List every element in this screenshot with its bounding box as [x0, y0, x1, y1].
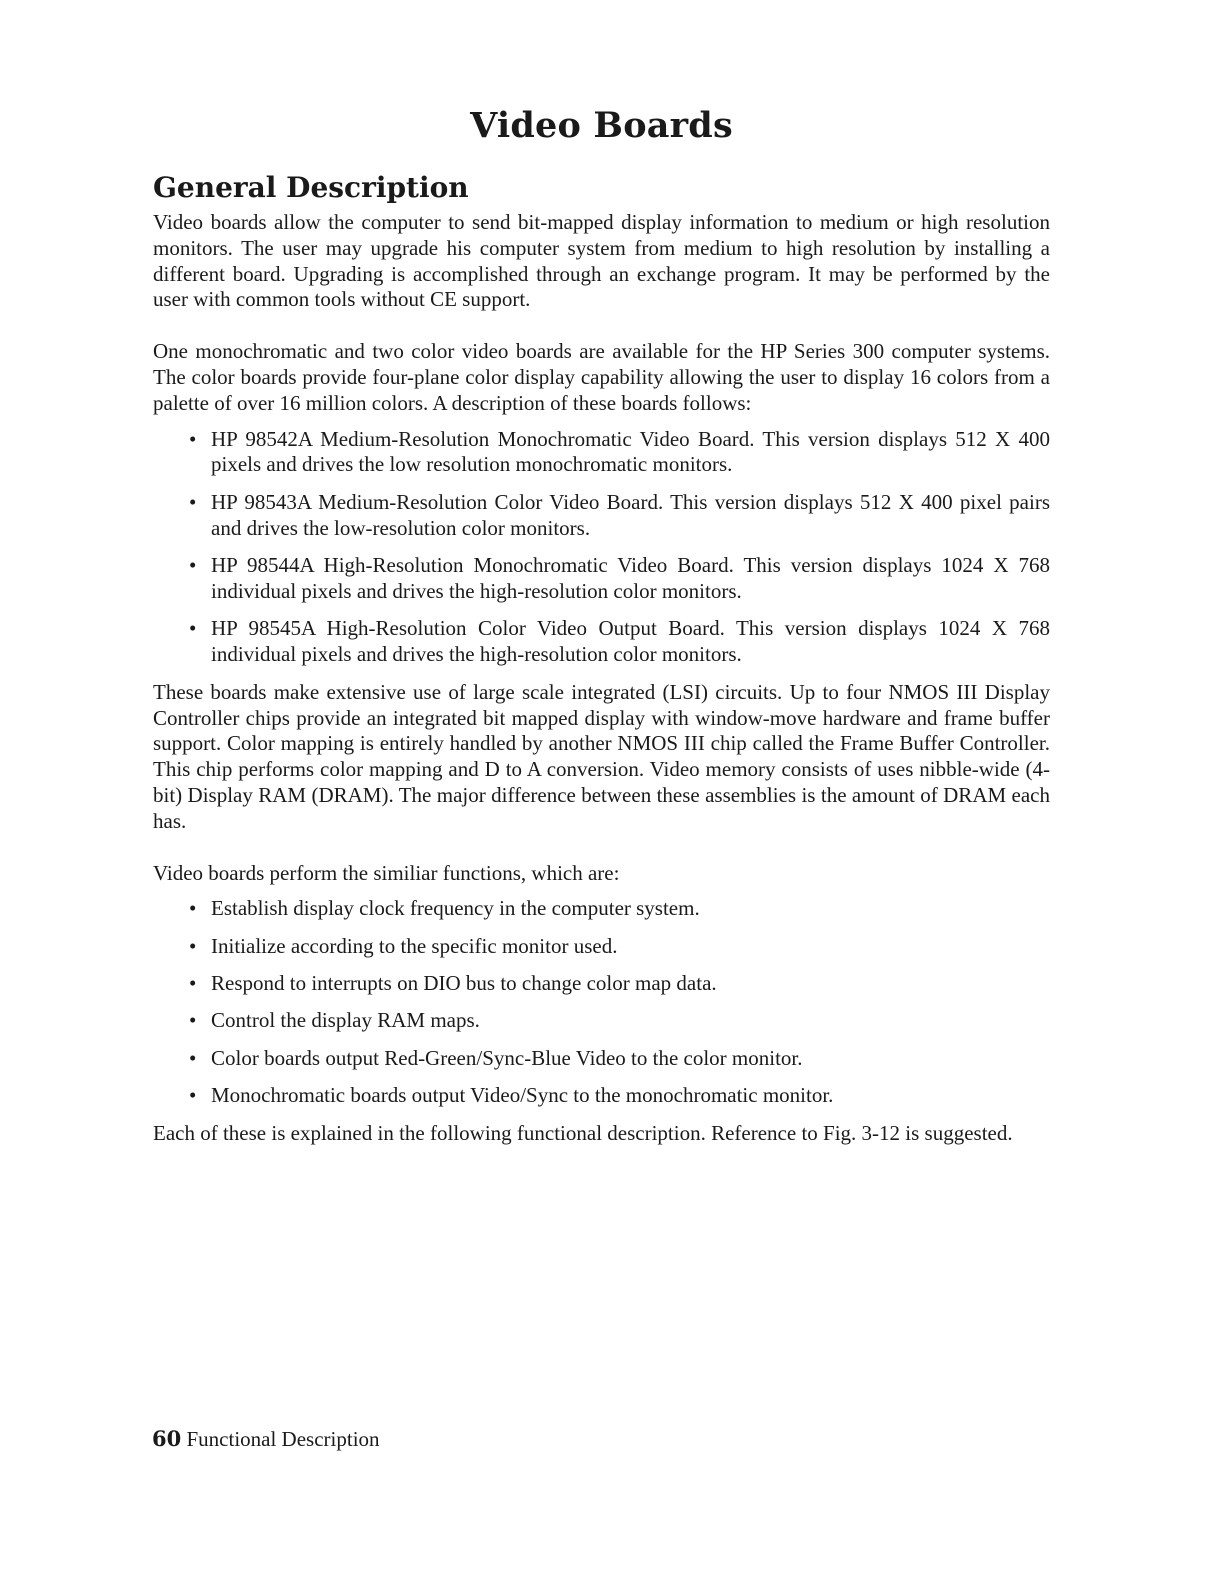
list-item-text: HP 98544A High-Resolution Monochromatic Video Board. This version displays 1024 X 768 individual pixels and drives the high-resolution color monitors. [211, 552, 1050, 603]
bullet-icon: • [189, 616, 197, 641]
page-footer [152, 1425, 380, 1453]
list-item [153, 1046, 1050, 1072]
list-item [153, 971, 1050, 997]
footer-section-label: Functional Description [186, 1427, 380, 1451]
paragraph-intro: Video boards allow the computer to send bit-mapped display information to medium or high resolution monitors. The user may upgrade his computer system from medium to high resolution by installing a different board. Upgrading is accomplished through an exchange program. It may be performed by the user with common tools without CE support. [153, 210, 1050, 312]
list-item [153, 1008, 1050, 1034]
page-content [153, 100, 1050, 1147]
list-item [153, 490, 1050, 542]
list-item-text: Monochromatic boards output Video/Sync to the monochromatic monitor. [211, 1083, 834, 1108]
paragraph-functions-intro: Video boards perform the similiar functions, which are: [153, 860, 620, 885]
list-item [153, 553, 1050, 605]
list-item [153, 616, 1050, 668]
section-heading: General Description [153, 171, 469, 204]
bullet-icon: • [189, 1008, 197, 1033]
list-item [153, 1083, 1050, 1109]
bullet-icon: • [189, 971, 197, 996]
page-title: Video Boards [470, 105, 733, 146]
bullet-icon: • [189, 896, 197, 921]
list-item-text: HP 98542A Medium-Resolution Monochromatic Video Board. This version displays 512 X 400 pixels and drives the low resolution monochromatic monitors. [211, 426, 1050, 477]
board-list [153, 427, 1050, 668]
bullet-icon: • [189, 489, 197, 514]
list-item-text: Initialize according to the specific monitor used. [211, 933, 618, 958]
bullet-icon: • [189, 1083, 197, 1108]
bullet-icon: • [189, 933, 197, 958]
bullet-icon: • [189, 426, 197, 451]
function-list [153, 896, 1050, 1109]
paragraph-closing: Each of these is explained in the following functional description. Reference to Fig. 3-12 is suggested. [153, 1121, 1013, 1146]
list-item [153, 427, 1050, 479]
list-item [153, 934, 1050, 960]
list-item-text: Respond to interrupts on DIO bus to change color map data. [211, 971, 717, 996]
list-item-text: Control the display RAM maps. [211, 1008, 480, 1033]
bullet-icon: • [189, 1045, 197, 1070]
list-item-text: Color boards output Red-Green/Sync-Blue Video to the color monitor. [211, 1045, 803, 1070]
bullet-icon: • [189, 552, 197, 577]
list-item-text: HP 98543A Medium-Resolution Color Video Board. This version displays 512 X 400 pixel pairs and drives the low-resolution color monitors. [211, 489, 1050, 540]
paragraph-lsi-circuits: These boards make extensive use of large scale integrated (LSI) circuits. Up to four NMOS III Display Controller chips provide an integrated bit mapped display with window-move hardware and frame buffer support. Color mapping is entirely handled by another NMOS III chip called the Frame Buffer Controller. This chip performs color mapping and D to A conversion. Video memory consists of uses nibble-wide (4-bit) Display RAM (DRAM). The major difference between these assemblies is the amount of DRAM each has. [153, 679, 1050, 833]
list-item [153, 896, 1050, 922]
list-item-text: Establish display clock frequency in the computer system. [211, 896, 700, 921]
page-number: 60 [152, 1426, 182, 1451]
list-item-text: HP 98545A High-Resolution Color Video Output Board. This version displays 1024 X 768 individual pixels and drives the high-resolution color monitors. [211, 616, 1050, 666]
paragraph-boards-available: One monochromatic and two color video boards are available for the HP Series 300 computer systems. The color boards provide four-plane color display capability allowing the user to display 16 colors from a palette of over 16 million colors. A description of these boards follows: [153, 339, 1050, 415]
